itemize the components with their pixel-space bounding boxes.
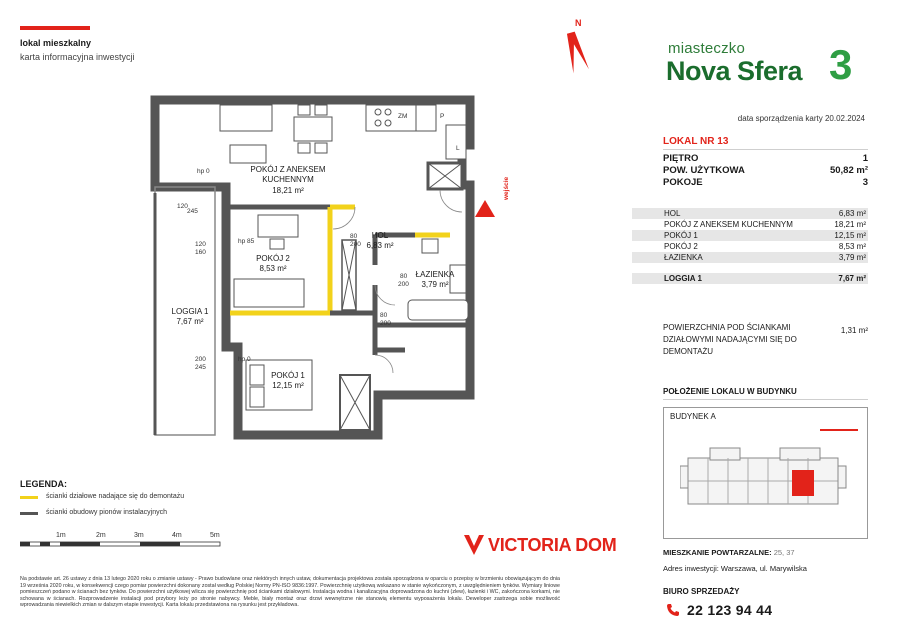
room-row: HOL 6,83 m² bbox=[632, 208, 868, 219]
logo-mark: 3 bbox=[829, 41, 853, 88]
demolition-label: POWIERZCHNIA POD ŚCIANKAMI DZIAŁOWYMI NADAJĄCYMI SIĘ DO DEMONTAŻU bbox=[663, 323, 797, 356]
position-title: POŁOŻENIE LOKALU W BUDYNKU bbox=[663, 387, 797, 396]
scale-label: 1m bbox=[56, 532, 66, 539]
dimension-label: hp 0 bbox=[238, 356, 251, 363]
room-area-kitchen: 18,21 m² bbox=[272, 186, 304, 195]
info-row-floor: PIĘTRO 1 bbox=[663, 153, 868, 164]
legend-swatch-demolition bbox=[20, 496, 38, 499]
dimension-label: 200 bbox=[350, 241, 361, 248]
divider bbox=[663, 149, 868, 150]
room-area-loggia: 7,67 m² bbox=[176, 317, 204, 326]
appliance-label: L bbox=[456, 145, 460, 152]
phone-icon bbox=[666, 603, 680, 617]
room-area-lazienka: 3,79 m² bbox=[421, 280, 449, 289]
north-label: N bbox=[575, 18, 582, 28]
dimension-label: 200 bbox=[380, 320, 391, 327]
logo-wordmark: Nova Sfera bbox=[666, 56, 803, 86]
victoria-dom-logo-icon bbox=[462, 533, 486, 559]
document-subtitle: karta informacyjna inwestycji bbox=[20, 52, 135, 62]
room-area-pokoj1: 12,15 m² bbox=[272, 381, 304, 390]
legend-text-demolition: ścianki działowe nadające się do demontażu bbox=[46, 493, 185, 500]
scale-label: 5m bbox=[210, 532, 220, 539]
dimension-label: 245 bbox=[195, 364, 206, 371]
floor-plan bbox=[150, 95, 500, 440]
header-accent-bar bbox=[20, 26, 90, 30]
info-row-area: POW. UŻYTKOWA 50,82 m² bbox=[663, 165, 868, 176]
room-label-pokoj1: POKÓJ 1 bbox=[271, 371, 305, 380]
demolition-value: 1,31 m² bbox=[840, 326, 868, 335]
legal-footnote: Na podstawie art. 26 ustawy z dnia 13 lutego 2020 roku o zmianie ustawy - Prawo budowlane oraz niektórych innych ustaw, dokumentacja projektowa została sporządzona w oparciu o przepisy w brzmieniu obowiązującym do dnia 19 września 2020 roku, w konsekwencji czego pomiar powierzchni dokonany został według Polskiej Normy PN-ISO 9836:1997. Powierzchnię użytkową wskazano w stanie wykończonym, z uwzględnieniem tynków. Wymiary liniowe pomieszczeń podano w ścianach bez tynków. Do powierzchni użytkowej wlicza się powierzchnię pod ściankami działowymi. Instalacja wodna i kanalizacyjna doprowadzona do kuchni (zlew), łazienki i WC, zakończona korkami, nie schowana w ścianach. Rozprowadzenie instalacji pod przybory leży po stronie nabywcy. Meble, biały montaż oraz drzwi wewnętrzne nie stanowią elementu wyposażenia lokalu. Deweloper zastrzega sobie możliwość wprowadzania niewielkich zmian w dalszym etapie inwestycji. Karta lokalu przedstawiona na rysunku jest przykładowa. bbox=[20, 576, 560, 609]
document-title: lokal mieszkalny bbox=[20, 38, 92, 48]
room-area-hol: 6,83 m² bbox=[366, 241, 394, 250]
dimension-label: 80 bbox=[400, 273, 408, 280]
room-label-loggia: LOGGIA 1 bbox=[171, 307, 209, 316]
room-area-pokoj2: 8,53 m² bbox=[259, 264, 287, 273]
dimension-label: 160 bbox=[195, 249, 206, 256]
dimension-label: 200 bbox=[195, 356, 206, 363]
unit-number: LOKAL NR 13 bbox=[663, 136, 729, 147]
loggia-row: LOGGIA 1 7,67 m² bbox=[632, 273, 868, 284]
legend-text-shafts: ścianki obudowy pionów instalacyjnych bbox=[46, 509, 168, 516]
room-label-hol: HOL bbox=[371, 231, 389, 240]
building-label: BUDYNEK A bbox=[670, 412, 716, 421]
info-row-rooms: POKOJE 3 bbox=[663, 177, 868, 188]
room-row: POKÓJ 2 8,53 m² bbox=[664, 242, 866, 251]
dimension-label: 120 bbox=[177, 203, 188, 210]
dimension-label: 80 bbox=[380, 312, 388, 319]
room-label-pokoj2: POKÓJ 2 bbox=[256, 254, 290, 263]
developer-name: VICTORIA DOM bbox=[488, 535, 617, 555]
appliance-label: ZM bbox=[398, 113, 408, 120]
entrance-label: wejście bbox=[503, 176, 510, 200]
north-arrow-icon bbox=[560, 14, 590, 74]
entrance-arrow-icon bbox=[475, 200, 495, 217]
legend-title: LEGENDA: bbox=[20, 479, 67, 489]
card-date: data sporządzenia karty 20.02.2024 bbox=[737, 114, 865, 123]
dimension-label: 200 bbox=[398, 281, 409, 288]
room-label-lazienka: ŁAZIENKA bbox=[415, 270, 455, 279]
room-row: ŁAZIENKA 3,79 m² bbox=[632, 252, 868, 263]
scale-label: 2m bbox=[96, 532, 106, 539]
dimension-label: 245 bbox=[187, 208, 198, 215]
similar-units: MIESZKANIE POWTARZALNE: 25, 37 bbox=[663, 548, 795, 557]
appliance-label: P bbox=[440, 113, 445, 120]
scale-label: 3m bbox=[134, 532, 144, 539]
dimension-label: 120 bbox=[195, 241, 206, 248]
room-label-kitchen: POKÓJ Z ANEKSEM KUCHENNYM bbox=[250, 165, 326, 184]
investment-address: Adres inwestycji: Warszawa, ul. Marywilska bbox=[663, 564, 807, 573]
sales-office-label: BIURO SPRZEDAŻY bbox=[663, 587, 740, 596]
room-row: POKÓJ 1 12,15 m² bbox=[632, 230, 868, 241]
dimension-label: hp 85 bbox=[238, 238, 255, 245]
dimension-label: hp 0 bbox=[197, 168, 210, 175]
divider bbox=[663, 399, 868, 400]
sales-phone[interactable]: 22 123 94 44 bbox=[687, 602, 773, 618]
logo-tagline: miasteczko bbox=[668, 40, 746, 57]
room-row: POKÓJ Z ANEKSEM KUCHENNYM 18,21 m² bbox=[664, 220, 866, 229]
building-floorplan-icon bbox=[680, 418, 860, 528]
scale-label: 4m bbox=[172, 532, 182, 539]
scale-bar bbox=[20, 540, 225, 548]
legend-swatch-shafts bbox=[20, 512, 38, 515]
dimension-label: 80 bbox=[350, 233, 358, 240]
